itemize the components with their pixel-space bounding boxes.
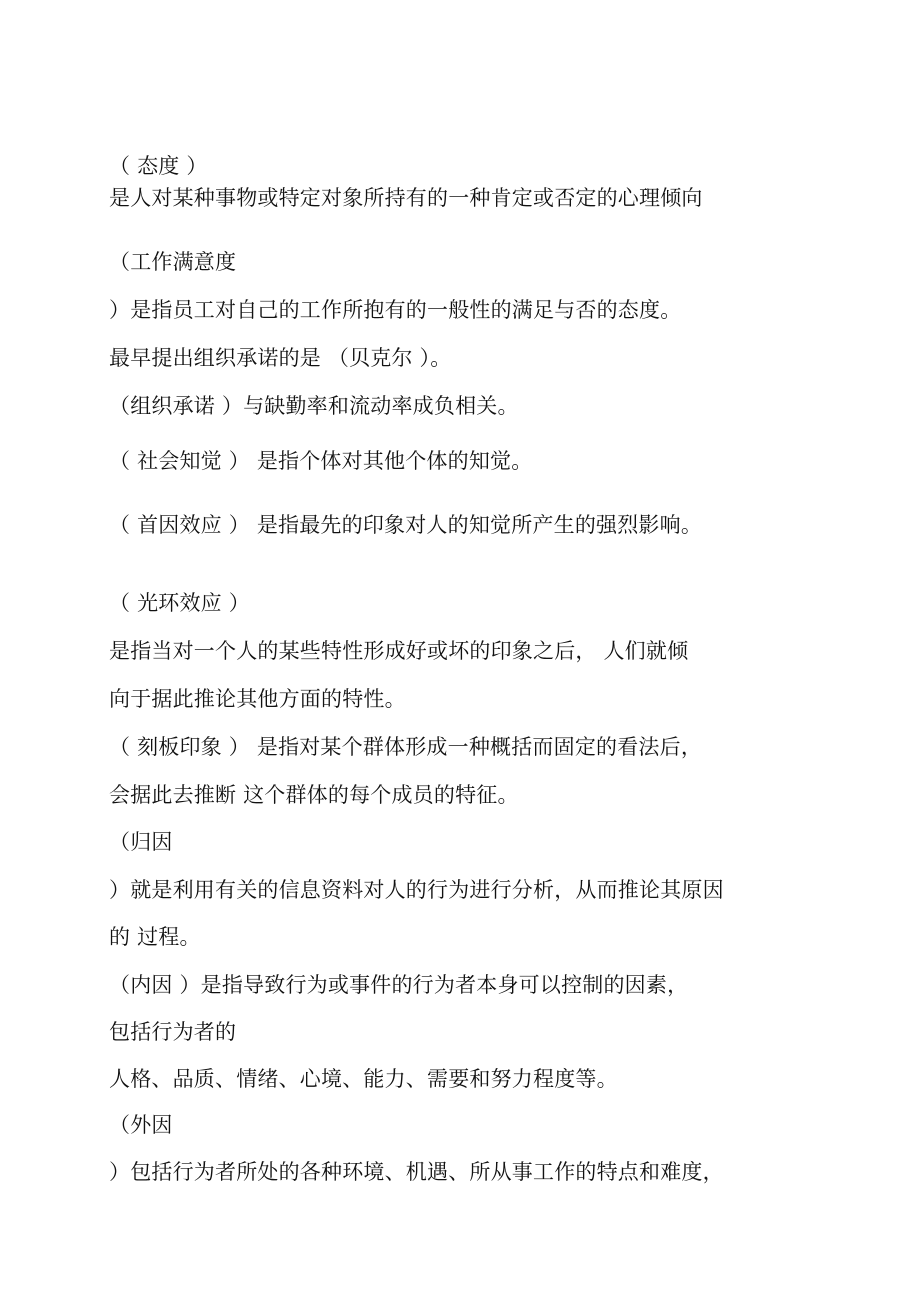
- text-line-internal-cause-definition-1: （内因 ）是指导致行为或事件的行为者本身可以控制的因素，: [109, 973, 689, 997]
- text-line-attribution-term: （归因: [109, 830, 173, 854]
- text-line-stereotype-definition-1: （ 刻板印象 ） 是指对某个群体形成一种概括而固定的看法后，: [109, 735, 703, 759]
- text-line-attitude-term: （ 态度 ）: [109, 154, 208, 178]
- text-line-internal-cause-definition-2: 包括行为者的: [109, 1020, 237, 1044]
- text-line-external-cause-term: （外因: [109, 1113, 173, 1137]
- text-line-job-satisfaction-definition: ）是指员工对自己的工作所抱有的一般性的满足与否的态度。: [109, 298, 682, 322]
- text-line-internal-cause-definition-3: 人格、品质、情绪、心境、能力、需要和努力程度等。: [109, 1067, 618, 1091]
- text-line-primacy-effect: （ 首因效应 ） 是指最先的印象对人的知觉所产生的强烈影响。: [109, 513, 703, 537]
- text-line-halo-effect-definition-1: 是指当对一个人的某些特性形成好或坏的印象之后， 人们就倾: [109, 639, 689, 663]
- text-line-halo-effect-term: （ 光环效应 ）: [109, 591, 250, 615]
- text-line-attitude-definition: 是人对某种事物或特定对象所持有的一种肯定或否定的心理倾向: [109, 186, 703, 210]
- text-line-attribution-definition-2: 的 过程。: [109, 925, 201, 949]
- text-line-organizational-commitment-origin: 最早提出组织承诺的是 （贝克尔 ）。: [109, 346, 452, 370]
- text-line-organizational-commitment-correlation: （组织承诺 ）与缺勤率和流动率成负相关。: [109, 394, 519, 418]
- text-line-halo-effect-definition-2: 向于据此推论其他方面的特性。: [109, 687, 406, 711]
- text-line-social-perception: （ 社会知觉 ） 是指个体对其他个体的知觉。: [109, 449, 533, 473]
- text-line-external-cause-definition: ）包括行为者所处的各种环境、机遇、所从事工作的特点和难度，: [109, 1160, 724, 1184]
- text-line-stereotype-definition-2: 会据此去推断 这个群体的每个成员的特征。: [109, 783, 519, 807]
- text-line-job-satisfaction-term: （工作满意度: [109, 250, 237, 274]
- text-line-attribution-definition-1: ）就是利用有关的信息资料对人的行为进行分析，从而推论其原因: [109, 878, 724, 902]
